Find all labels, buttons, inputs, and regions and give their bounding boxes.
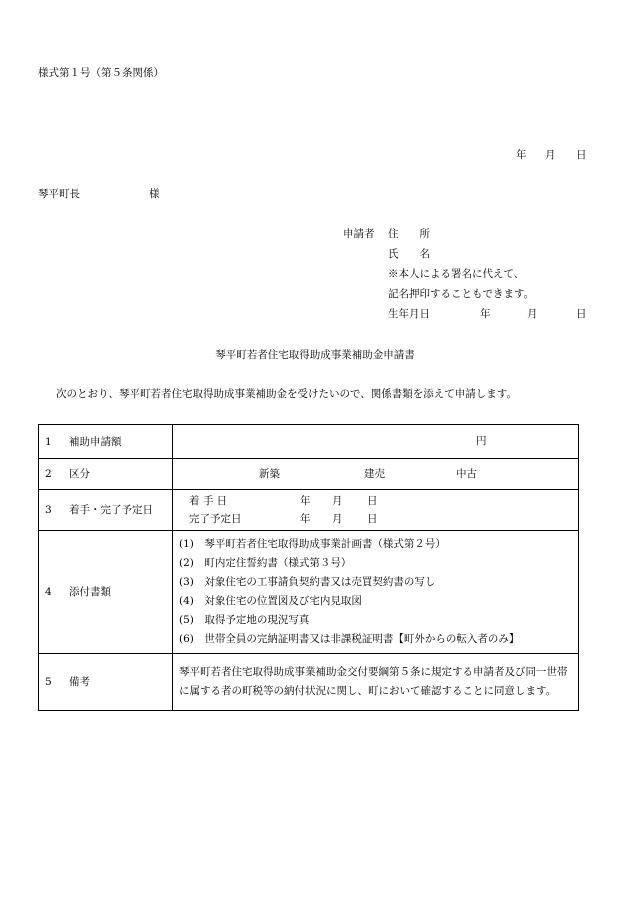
list-item: (6) 世帯全員の完納証明書又は非課税証明書【町外からの転入者のみ】 xyxy=(179,633,520,645)
row-number: 2 xyxy=(45,468,52,480)
row-label: 備考 xyxy=(69,676,90,688)
category-options-cell xyxy=(173,459,579,490)
list-item: (3) 対象住宅の工事請負契約書又は売買契約書の写し xyxy=(179,576,436,588)
applicant-label: 申請者 xyxy=(343,228,375,240)
amount-value-cell[interactable] xyxy=(173,425,579,459)
start-date-label: 着 手 日 xyxy=(189,495,228,507)
birth-year-label: 年 xyxy=(480,308,491,320)
yen-unit: 円 xyxy=(476,435,487,447)
table-row-remarks xyxy=(39,654,579,711)
schedule-dates-cell xyxy=(173,490,579,531)
address-label: 住 所 xyxy=(388,228,430,240)
day-label: 日 xyxy=(367,513,378,525)
month-label: 月 xyxy=(332,513,343,525)
row-number: 3 xyxy=(45,504,52,516)
row-number: 4 xyxy=(45,586,52,598)
table-row-category xyxy=(39,459,579,490)
remarks-text-cell xyxy=(173,654,579,711)
list-item: (4) 対象住宅の位置図及び宅内見取図 xyxy=(179,595,362,607)
birth-label: 生年月日 xyxy=(388,308,430,320)
day-label: 日 xyxy=(367,495,378,507)
row-number: 1 xyxy=(45,435,52,448)
intro-text: 次のとおり、琴平町若者住宅取得助成事業補助金を受けたいので、関係書類を添えて申請します。 xyxy=(56,388,517,400)
year-label: 年 xyxy=(300,495,311,507)
end-date-line[interactable] xyxy=(189,510,572,528)
signature-note-1: ※本人による署名に代えて、 xyxy=(388,268,525,280)
application-table xyxy=(38,424,579,711)
option-new-build[interactable]: 新築 xyxy=(259,468,280,480)
addressee-name: 琴平町長 xyxy=(38,188,80,200)
start-date-line[interactable] xyxy=(189,492,572,510)
remarks-label-cell xyxy=(39,654,173,711)
date-month-label: 月 xyxy=(545,149,556,161)
list-item: (1) 琴平町若者住宅取得助成事業計画書（様式第２号） xyxy=(179,538,446,550)
end-date-label: 完了予定日 xyxy=(189,513,242,525)
row-label: 区分 xyxy=(69,468,90,480)
schedule-label-cell xyxy=(39,490,173,531)
category-label-cell xyxy=(39,459,173,490)
attachments-label-cell xyxy=(39,531,173,654)
list-item: (5) 取得予定地の現況写真 xyxy=(179,614,310,626)
date-year-label: 年 xyxy=(516,149,527,161)
year-label: 年 xyxy=(300,513,311,525)
attachments-list-cell xyxy=(173,531,579,654)
document-title: 琴平町若者住宅取得助成事業補助金申請書 xyxy=(215,349,415,361)
remarks-text: 琴平町若者住宅取得助成事業補助金交付要綱第５条に規定する申請者及び同一世帯に属する者の町税等の納付状況に関し、町において確認することに同意します。 xyxy=(179,666,568,697)
name-label: 氏 名 xyxy=(388,248,430,260)
list-item: (2) 町内定住誓約書（様式第３号） xyxy=(179,557,352,569)
table-row-amount xyxy=(39,425,579,459)
row-label: 補助申請額 xyxy=(69,435,122,448)
amount-label-cell xyxy=(39,425,173,459)
birth-day-label: 日 xyxy=(576,308,587,320)
option-ready-built[interactable]: 建売 xyxy=(364,468,385,480)
table-row-schedule xyxy=(39,490,579,531)
option-used[interactable]: 中古 xyxy=(456,468,477,480)
table-row-attachments xyxy=(39,531,579,654)
month-label: 月 xyxy=(332,495,343,507)
form-number: 様式第１号（第５条関係） xyxy=(38,67,164,79)
addressee-honorific: 様 xyxy=(149,188,160,200)
row-number: 5 xyxy=(45,676,52,688)
birth-month-label: 月 xyxy=(527,308,538,320)
signature-note-2: 記名押印することもできます。 xyxy=(388,288,535,300)
row-label: 着手・完了予定日 xyxy=(69,504,153,516)
row-label: 添付書類 xyxy=(69,586,111,598)
date-day-label: 日 xyxy=(576,149,587,161)
